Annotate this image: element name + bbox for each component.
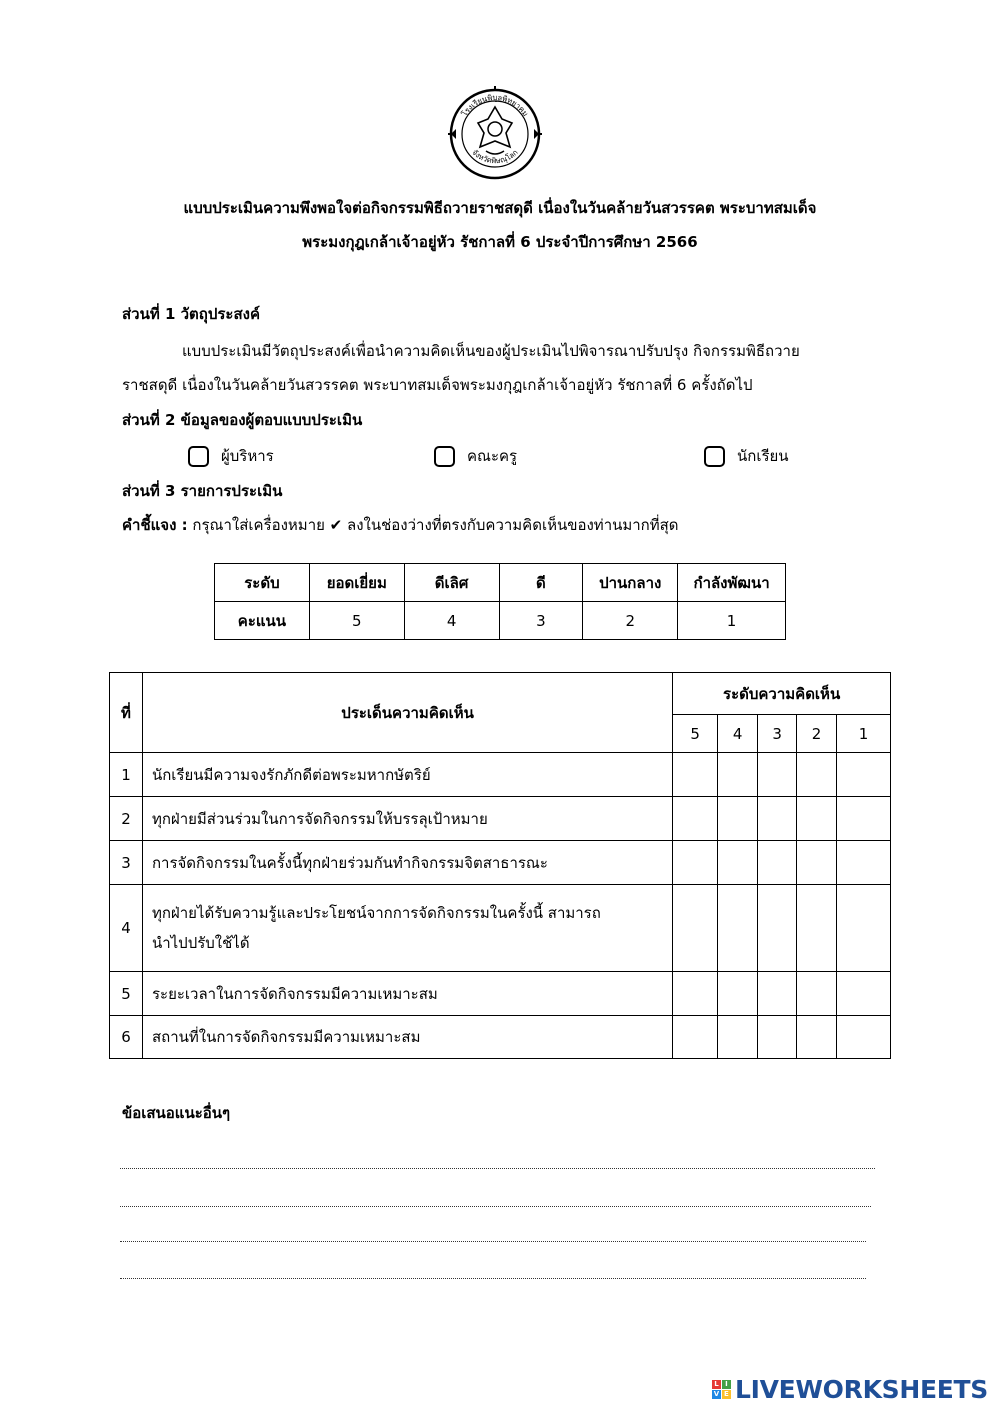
- rating-cell-5[interactable]: [673, 753, 718, 797]
- scale-row-levels: [215, 564, 786, 602]
- instruction-text-before: กรุณาใส่เครื่องหมาย: [187, 516, 330, 534]
- scale-cell: ดีเลิศ: [404, 564, 499, 602]
- table-row: [110, 841, 891, 885]
- respondent-option-student[interactable]: [704, 444, 789, 468]
- checkbox-student[interactable]: [704, 446, 725, 467]
- rating-cell-3[interactable]: [758, 972, 797, 1016]
- table-row: [110, 885, 891, 972]
- rating-cell-5[interactable]: [673, 885, 718, 972]
- rating-cell-1[interactable]: [837, 885, 891, 972]
- row-text: นักเรียนมีความจงรักภักดีต่อพระมหากษัตริย์: [142, 753, 672, 797]
- instruction-label: คำชี้แจง :: [122, 516, 188, 534]
- page-title-line2: พระมงกุฎเกล้าเจ้าอยู่หัว รัชกาลที่ 6 ประจำปีการศึกษา 2566: [302, 233, 698, 251]
- section3-heading: ส่วนที่ 3 รายการประเมิน: [122, 482, 283, 500]
- brand-icon-letter: E: [722, 1390, 731, 1399]
- rating-table: [109, 672, 891, 1059]
- rating-cell-1[interactable]: [837, 753, 891, 797]
- row-number: 1: [110, 753, 143, 797]
- row-number: 3: [110, 841, 143, 885]
- school-seal-logo: [446, 85, 544, 183]
- rating-cell-2[interactable]: [797, 797, 837, 841]
- page-title-line1: แบบประเมินความพึงพอใจต่อกิจกรรมพิธีถวายราชสดุดี เนื่องในวันคล้ายวันสวรรคต พระบาทสมเด็จ: [183, 199, 817, 217]
- row-text: [142, 885, 672, 972]
- header-level: ระดับความคิดเห็น: [673, 673, 891, 715]
- seal-text-bottom: จังหวัดพิษณุโลก: [470, 147, 520, 166]
- row-text: การจัดกิจกรรมในครั้งนี้ทุกฝ่ายร่วมกันทำกิจกรรมจิตสาธารณะ: [142, 841, 672, 885]
- section1-text-line1: แบบประเมินมีวัตถุประสงค์เพื่อนำความคิดเห็นของผู้ประเมินไปพิจารณาปรับปรุง กิจกรรมพิธีถวาย: [182, 342, 800, 360]
- rating-cell-1[interactable]: [837, 1016, 891, 1059]
- table-row: [110, 797, 891, 841]
- table-row: [110, 1016, 891, 1059]
- option-label-teacher: คณะครู: [467, 447, 518, 465]
- rating-cell-5[interactable]: [673, 797, 718, 841]
- row-text-line2: นำไปปรับใช้ได้: [151, 934, 250, 952]
- header-item: ประเด็นความคิดเห็น: [142, 673, 672, 753]
- suggestion-line-1[interactable]: [120, 1168, 875, 1169]
- rating-cell-3[interactable]: [758, 797, 797, 841]
- rating-cell-4[interactable]: [718, 885, 758, 972]
- instruction: [122, 514, 942, 536]
- rating-cell-5[interactable]: [673, 972, 718, 1016]
- suggestion-line-4[interactable]: [120, 1278, 866, 1279]
- row-text: ทุกฝ่ายมีส่วนร่วมในการจัดกิจกรรมให้บรรลุเป้าหมาย: [142, 797, 672, 841]
- rating-cell-4[interactable]: [718, 841, 758, 885]
- liveworksheets-icon: [712, 1380, 731, 1399]
- option-label-student: นักเรียน: [737, 447, 789, 465]
- row-text: สถานที่ในการจัดกิจกรรมมีความเหมาะสม: [142, 1016, 672, 1059]
- scale-cell: 3: [499, 602, 583, 640]
- section1-heading: ส่วนที่ 1 วัตถุประสงค์: [122, 305, 260, 323]
- checkmark-icon: ✔: [329, 516, 343, 534]
- rating-cell-2[interactable]: [797, 753, 837, 797]
- brand-icon-letter: I: [722, 1380, 731, 1389]
- rating-cell-1[interactable]: [837, 841, 891, 885]
- suggestions-heading: ข้อเสนอแนะอื่นๆ: [122, 1104, 231, 1122]
- scale-cell: ยอดเยี่ยม: [309, 564, 404, 602]
- level-2-header: 2: [797, 715, 837, 753]
- level-4-header: 4: [718, 715, 758, 753]
- scale-cell: ระดับ: [215, 564, 310, 602]
- rating-cell-2[interactable]: [797, 885, 837, 972]
- liveworksheets-brand: [712, 1375, 988, 1404]
- rating-cell-3[interactable]: [758, 841, 797, 885]
- instruction-text-after: ลงในช่องว่างที่ตรงกับความคิดเห็นของท่านมากที่สุด: [342, 516, 679, 534]
- table-row: [110, 753, 891, 797]
- seal-text-top: โรงเรียนพิบูลพิทยาคม: [459, 92, 531, 118]
- rating-cell-4[interactable]: [718, 753, 758, 797]
- row-number: 2: [110, 797, 143, 841]
- rating-cell-2[interactable]: [797, 841, 837, 885]
- scale-row-scores: [215, 602, 786, 640]
- scale-cell: ดี: [499, 564, 583, 602]
- rating-cell-5[interactable]: [673, 841, 718, 885]
- header-no: ที่: [110, 673, 143, 753]
- scale-table: [214, 563, 786, 640]
- scale-cell: 5: [309, 602, 404, 640]
- scale-cell: 4: [404, 602, 499, 640]
- respondent-option-teacher[interactable]: [434, 444, 517, 468]
- row-number: 4: [110, 885, 143, 972]
- rating-cell-4[interactable]: [718, 972, 758, 1016]
- table-row: [110, 972, 891, 1016]
- suggestion-line-2[interactable]: [120, 1206, 871, 1207]
- rating-cell-1[interactable]: [837, 797, 891, 841]
- scale-cell: กำลังพัฒนา: [678, 564, 786, 602]
- brand-text: LIVEWORKSHEETS: [734, 1375, 988, 1404]
- scale-cell: คะแนน: [215, 602, 310, 640]
- suggestion-line-3[interactable]: [120, 1241, 866, 1242]
- rating-cell-3[interactable]: [758, 1016, 797, 1059]
- rating-cell-1[interactable]: [837, 972, 891, 1016]
- rating-cell-2[interactable]: [797, 972, 837, 1016]
- rating-cell-4[interactable]: [718, 797, 758, 841]
- rating-cell-5[interactable]: [673, 1016, 718, 1059]
- level-3-header: 3: [758, 715, 797, 753]
- level-5-header: 5: [673, 715, 718, 753]
- scale-cell: ปานกลาง: [583, 564, 678, 602]
- brand-icon-letter: L: [712, 1380, 721, 1389]
- section1-text-line2: ราชสดุดี เนื่องในวันคล้ายวันสวรรคต พระบาทสมเด็จพระมงกุฎเกล้าเจ้าอยู่หัว รัชกาลที่ 6 ครั้งถัดไป: [122, 376, 753, 394]
- row-text-line1: ทุกฝ่ายได้รับความรู้และประโยชน์จากการจัดกิจกรรมในครั้งนี้ สามารถ: [151, 904, 601, 922]
- rating-cell-4[interactable]: [718, 1016, 758, 1059]
- checkbox-teacher[interactable]: [434, 446, 455, 467]
- scale-cell: 2: [583, 602, 678, 640]
- seal-graphic: [446, 85, 544, 183]
- checkbox-admin[interactable]: [188, 446, 209, 467]
- row-number: 5: [110, 972, 143, 1016]
- respondent-option-admin[interactable]: [188, 444, 274, 468]
- rating-cell-3[interactable]: [758, 885, 797, 972]
- row-number: 6: [110, 1016, 143, 1059]
- scale-cell: 1: [678, 602, 786, 640]
- option-label-admin: ผู้บริหาร: [221, 447, 274, 465]
- rating-cell-3[interactable]: [758, 753, 797, 797]
- row-text: ระยะเวลาในการจัดกิจกรรมมีความเหมาะสม: [142, 972, 672, 1016]
- level-1-header: 1: [837, 715, 891, 753]
- rating-cell-2[interactable]: [797, 1016, 837, 1059]
- brand-icon-letter: V: [713, 1390, 720, 1398]
- section2-heading: ส่วนที่ 2 ข้อมูลของผู้ตอบแบบประเมิน: [122, 411, 363, 429]
